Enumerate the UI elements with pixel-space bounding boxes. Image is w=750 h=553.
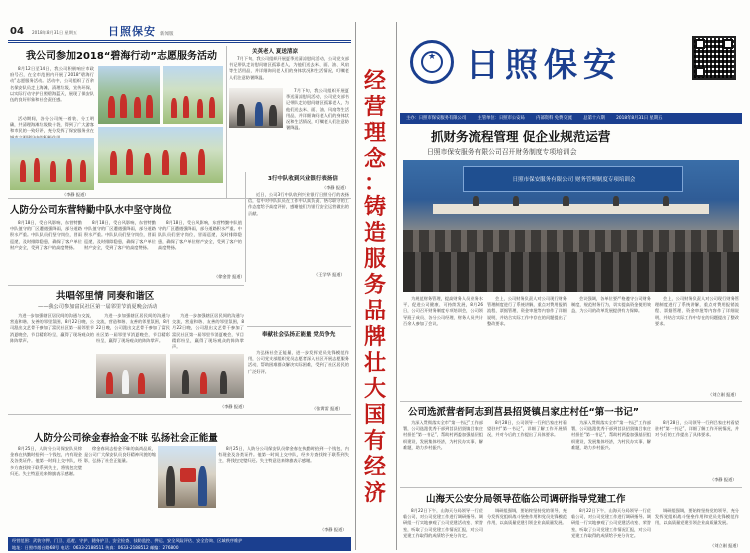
figure xyxy=(513,196,519,206)
figure xyxy=(200,372,207,394)
slogan-column xyxy=(357,70,393,545)
article-7-title: 人防分公司徐金春拾金不昧 弘扬社会正能量 xyxy=(34,433,218,444)
right-article-3-title: 山海天公安分局领导莅临公司调研指导党建工作 xyxy=(426,494,626,505)
header-logo-text: 日照保安 xyxy=(108,25,156,38)
figure xyxy=(146,95,153,118)
figure xyxy=(663,196,669,206)
figure xyxy=(126,149,133,175)
stage-banner xyxy=(463,166,683,192)
lead-article-subtitle: 日照市保安服务有限公司召开财务制度专项培训会 xyxy=(427,148,577,156)
article-6-body: 为弘扬社会正能量，进一步发挥党员先锋模范作用，公司党支部组织党员志愿者深入社区开展志愿服务活动，帮助困难群众解决实际困难，受到了社区居民的广泛好评。 xyxy=(248,350,349,374)
figure xyxy=(197,99,203,118)
article-4-author: （王学华 报道） xyxy=(314,272,345,277)
slogan-char: 牌 xyxy=(363,324,386,350)
right-article-3-author: （刘立刚 报道） xyxy=(710,543,741,548)
photo-elder-visit xyxy=(229,88,283,128)
article-3-body: 8月18日，受台风影响，东营特勤中队值守的厂区遭遇强降雨，部分道路积水严重。中队队员们坚守岗位，冒雨巡逻，及时排除隐患，确保了客户单位财产安全，受到了客户的高度赞扬。 xyxy=(10,220,82,250)
page-divider xyxy=(396,22,397,550)
info-date: 2018年8月31日 星期五 xyxy=(616,116,663,121)
photo-volunteers-1 xyxy=(98,66,160,124)
slogan-char: 务 xyxy=(363,272,386,298)
figure xyxy=(34,158,40,182)
header-logo xyxy=(108,23,174,39)
audience-front-rows xyxy=(403,252,739,292)
section-divider xyxy=(400,487,742,488)
lead-article-author: （刘立刚 报道） xyxy=(708,392,739,397)
figure xyxy=(110,151,117,175)
article-1-author: （李静 报道） xyxy=(62,192,89,197)
qr-corner xyxy=(695,67,705,77)
article-1-title: 我公司参加2018“碧海行动”志愿服务活动 xyxy=(26,51,217,62)
photo-volunteers-4 xyxy=(10,138,94,190)
lead-article-body: 为规范财务管理，提高财务人员业务水平，促进公司健康、可持续发展，8月26日，公司召开财务制度专项培训会，公司领导班子成员、各分公司经理、财务人员共计百余人参加了会议。 xyxy=(403,296,483,326)
slogan-char: 经 xyxy=(363,68,386,94)
article-5-title: 共唱邻里情 同奏和谐区 xyxy=(56,291,155,302)
figure xyxy=(138,373,145,394)
figure xyxy=(108,96,115,118)
article-1-body-2: 活动期间，各分公司统一着装、分工明确，共清理海滩垃圾数十袋，得到了广大游客和市民的一致好评，充分发挥了保安服务业在 xyxy=(10,116,94,134)
figure xyxy=(171,98,177,118)
article-2-author: （李静 报道） xyxy=(322,185,349,190)
masthead xyxy=(400,33,742,109)
article-2-body: 7月下旬，我公司组织开展夏季送清凉慰问活动，公司党支部书记带队走访慰问辖区孤寡老人，为他们送去米、面、油、风扇等生活用品，并详细询问老人们的身体状况和生活情况，叮嘱老人们注意防暑降温。 xyxy=(229,56,349,80)
masthead-info-bar xyxy=(400,113,742,124)
qr-corner xyxy=(695,39,705,49)
footer-bar xyxy=(8,537,351,551)
figure xyxy=(134,97,141,118)
page-number: 04 xyxy=(10,26,24,37)
figure xyxy=(20,160,26,182)
article-5-body-cont-2: 为进一步加强辖区居民间的沟通与交流，营造和谐、友善的邻里氛围，8月22日晚，公司派出文艺骨干参加了富民社区第一届邻里节消夏晚会，节目精彩纷呈，赢得了现场观众的阵阵掌声。 xyxy=(172,313,244,350)
info-type: 内部资料 免费交流 xyxy=(536,116,572,121)
stage-banner-text: 日照市保安服务有限公司 财务管理制度专项培训会 xyxy=(512,177,636,183)
slogan-char: 念 xyxy=(363,146,386,172)
section-divider xyxy=(8,285,244,286)
info-issue: 总第十六期 xyxy=(583,116,605,121)
figure xyxy=(209,97,215,118)
lead-article-body-cont: 会上，公司财务负责人对公司现行财务管理制度进行了系统讲解，重点对费用报销流程、票据管理、资金审批等内容作了详细说明，并结合实际工作中存在的问题提出了整改要求。 xyxy=(655,296,739,326)
left-page-header xyxy=(8,22,351,40)
article-3-body-cont: 8月18日，受台风影响，东营特勤中队值守的厂区遭遇强降雨，部分道路积水严重。中队队员们坚守岗位，冒雨巡逻，及时排除隐患，确保了客户单位财产安全，受到了客户的高度赞扬。 xyxy=(84,220,156,250)
figure xyxy=(237,104,245,126)
photo-training-meeting xyxy=(403,160,739,292)
article-7-author: （李静 报道） xyxy=(320,527,347,532)
article-7-body-2: 徐金春同志拾金不昧的高尚品质，是公司广大保安队员良好精神风貌的缩影，弘扬了社会正能量。 xyxy=(84,446,156,464)
right-article-3-body-2: 调研组强调，要始终坚持党的领导，充分发挥党组织战斗堡垒作用和党员先锋模范作用，以高质量党建引领企业高质量发展。 xyxy=(487,508,567,526)
info-sponsor: 主办：日照市保安服务有限公司 xyxy=(406,116,467,121)
figure xyxy=(255,102,263,126)
figure xyxy=(220,371,227,394)
article-6-author: （张霄雷 报道） xyxy=(312,406,343,411)
figure xyxy=(66,159,72,182)
column-divider xyxy=(245,172,246,282)
page-divider xyxy=(355,22,356,550)
slogan-char: 品 xyxy=(363,298,386,324)
lead-article-title: 抓财务流程管理 促企业规范运营 xyxy=(431,129,611,144)
slogan-char: 造 xyxy=(363,220,386,246)
article-3-title: 人防分公司东营特勤中队水中坚守岗位 xyxy=(10,205,172,216)
slogan-char: 有 xyxy=(363,428,386,454)
slogan-char: 大 xyxy=(363,376,386,402)
header-section-tag: 新闻版 xyxy=(160,32,174,37)
figure xyxy=(180,152,187,175)
section-divider xyxy=(8,414,351,415)
article-7-body-cont: 8月25日，人防分公司保安队员徐金春在执勤时拾到一个钱包，内有现金及各类证件。他第一时间上交中队，经多方查找终于联系到失主，将钱包完璧归还。失主特意送来锦旗表示感谢。 xyxy=(218,446,349,464)
right-article-2-body-cont-2: 8月28日，公司领导一行到吕家庄村看望驻村“第一书记”，详细了解工作开展情况，并对今后的工作提出了具体要求。 xyxy=(655,420,739,438)
slogan-char: 服 xyxy=(363,246,386,272)
right-article-2-author: （李静 报道） xyxy=(710,477,737,482)
article-5-body: 为进一步加强辖区居民间的沟通与交流，营造和谐、友善的邻里氛围，8月22日晚，公司派出文艺骨干参加了富民社区第一届邻里节消夏晚会，节目精彩纷呈，赢得了现场观众的阵阵掌声。 xyxy=(10,313,94,343)
right-article-2-title: 公司选派营者阿志到莒县招贤镇吕家庄村任“第一书记” xyxy=(408,407,639,418)
section-divider xyxy=(400,401,742,402)
slogan-char: 铸 xyxy=(363,194,386,220)
figure xyxy=(80,160,86,182)
article-3-body-cont-2: 8月18日，受台风影响，东营特勤中队值守的厂区遭遇强降雨，部分道路积水严重。中队队员们坚守岗位，冒雨巡逻，及时排除隐患，确保了客户单位财产安全，受到了客户的高度赞扬。 xyxy=(158,220,242,250)
figure xyxy=(198,149,205,175)
lead-article-body-2: 会上，公司财务负责人对公司现行财务管理制度进行了系统讲解，重点对费用报销流程、票据管理、资金审批等内容作了详细说明，并结合实际工作中存在的问题提出了整改要求。 xyxy=(487,296,567,326)
right-article-3-body-cont-2: 调研组强调，要始终坚持党的领导，充分发挥党组织战斗堡垒作用和党员先锋模范作用，以高质量党建引领企业高质量发展。 xyxy=(655,508,739,526)
figure xyxy=(198,466,207,506)
figure xyxy=(122,370,129,394)
figure xyxy=(166,466,175,506)
photo-award xyxy=(158,446,216,508)
header-rule-thin xyxy=(8,42,351,43)
figure xyxy=(120,94,127,118)
page-date: 2018年8月31日 星期五 xyxy=(32,30,78,35)
figure xyxy=(613,196,619,206)
footer-line-1: 经营范围：武装守押、门卫、巡逻、守护、随身护卫、安全检查、技防监控、押运、安全风险评估、安全咨询、区域秩序维护 xyxy=(12,538,243,543)
figure xyxy=(473,196,479,206)
slogan-char: 济 xyxy=(363,480,386,506)
lead-article-body-3: 会议强调，各单位要严格遵守公司财务制度，规范财务行为，切实提高资金使用效益，为公司的改革发展提供有力保障。 xyxy=(571,296,651,314)
article-5-author: （李静 报道） xyxy=(220,404,247,409)
photo-volunteers-2 xyxy=(163,66,223,124)
figure xyxy=(144,153,151,175)
footer-line-2: 地址：日照市烟台路68号 电话：0633-2188511 传真：0633-2188512 邮编：276800 xyxy=(12,545,179,550)
figure xyxy=(106,372,113,394)
figure xyxy=(50,161,56,182)
article-2-title: 关英老人 夏送清凉 xyxy=(252,49,298,55)
article-4-body: 近日，公司3行中队收到兴业银行日照分行的表扬信，信中对中队队员在工作中认真负责、恪尽职守的工作态度给予高度评价，感谢他们为银行安全运营做出的贡献。 xyxy=(248,192,349,216)
article-7-body: 8月25日，人防分公司保安队员徐金春在执勤时拾到一个钱包，内有现金及各类证件。他第一时间上交中队，经多方查找终于联系到失主，将钱包完璧归还。失主特意送来锦旗表示感谢。 xyxy=(10,446,82,476)
header-rule xyxy=(8,40,351,41)
slogan-char: 经 xyxy=(363,454,386,480)
figure xyxy=(269,105,277,126)
qr-corner xyxy=(723,39,733,49)
right-article-3-body: 8月22日下午，山海天分局领导一行莅临公司，对公司党建工作进行调研指导。调研组一行实地参观了公司党建活动室、荣誉室，听取了公司党建工作情况汇报，对公司党建工作取得的成绩给予充分肯定。 xyxy=(403,508,483,538)
article-5-body-cont: 为进一步加强辖区居民间的沟通与交流，营造和谐、友善的邻里氛围，8月22日晚，公司派出文艺骨干参加了富民社区第一届邻里节消夏晚会，节目精彩纷呈，赢得了现场观众的阵阵掌声。 xyxy=(96,313,170,343)
figure xyxy=(563,196,569,206)
figure xyxy=(182,370,189,394)
slogan-char: ： xyxy=(363,170,386,196)
figure xyxy=(183,96,189,118)
right-article-2-body-2: 8月28日，公司领导一行到吕家庄村看望驻村“第一书记”，详细了解工作开展情况，并对今后的工作提出了具体要求。 xyxy=(487,420,567,438)
figure xyxy=(162,150,169,175)
qr-code-icon xyxy=(692,36,736,80)
article-4-title: 3行中队收到兴业银行表扬信 xyxy=(268,176,338,182)
slogan-char: 壮 xyxy=(363,350,386,376)
photo-party-2 xyxy=(170,354,244,398)
info-guide: 主管单位：日照市公安局 xyxy=(477,116,525,121)
slogan-char: 理 xyxy=(363,120,386,146)
right-article-3-body-cont: 8月22日下午，山海天分局领导一行莅临公司，对公司党建工作进行调研指导。调研组一行实地参观了公司党建活动室、荣誉室，听取了公司党建工作情况汇报，对公司党建工作取得的成绩给予充分肯定。 xyxy=(571,508,651,538)
section-divider xyxy=(247,326,351,327)
article-6-title: 奉献社会弘扬正能量 党员争先 xyxy=(262,332,336,338)
slogan-char: 营 xyxy=(363,94,386,120)
emblem-star-icon: ★ xyxy=(427,52,437,62)
company-emblem-icon xyxy=(410,40,454,84)
pennant xyxy=(180,468,196,482)
right-article-2-body-cont: 为深入贯彻落实全市“第一书记”工作部署，公司选派优秀干部到莒县招贤镇吕家庄村担任“第一书记”，帮助村两委加强基层组织建设，发展集体经济，为村民办实事、解难题，助力乡村振兴。 xyxy=(571,420,651,450)
article-1-body: 8月12日至14日，我公司积极响应市政府号召，在全市范围内开展了2018“碧海行动”志愿服务活动。活动中，公司组织了百余名保安队员走上海滩，清理垃圾、宣传环保，以实际行动守护日照碧海蓝天，展现了保安队伍的良好形象和社会责任感。 xyxy=(10,66,94,103)
column-divider xyxy=(226,46,227,198)
article-5-subtitle: ——我公司参加富民社区第一届邻里节消夏晚会活动 xyxy=(38,304,158,310)
slogan-char: 国 xyxy=(363,402,386,428)
article-2-body-cont: 7月下旬，我公司组织开展夏季送清凉慰问活动，公司党支部书记带队走访慰问辖区孤寡老人，为他们送去米、面、油、风扇等生活用品，并详细询问老人们的身体状况和生活情况，叮嘱老人们注意防暑降温。 xyxy=(286,88,349,131)
photo-volunteers-3 xyxy=(98,127,223,183)
article-3-author: （徐金誉 报道） xyxy=(214,274,245,279)
photo-party-1 xyxy=(96,354,166,398)
masthead-title: 日照保安 xyxy=(466,45,622,84)
right-article-2-body: 为深入贯彻落实全市“第一书记”工作部署，公司选派优秀干部到莒县招贤镇吕家庄村担任“第一书记”，帮助村两委加强基层组织建设，发展集体经济，为村民办实事、解难题，助力乡村振兴。 xyxy=(403,420,483,450)
